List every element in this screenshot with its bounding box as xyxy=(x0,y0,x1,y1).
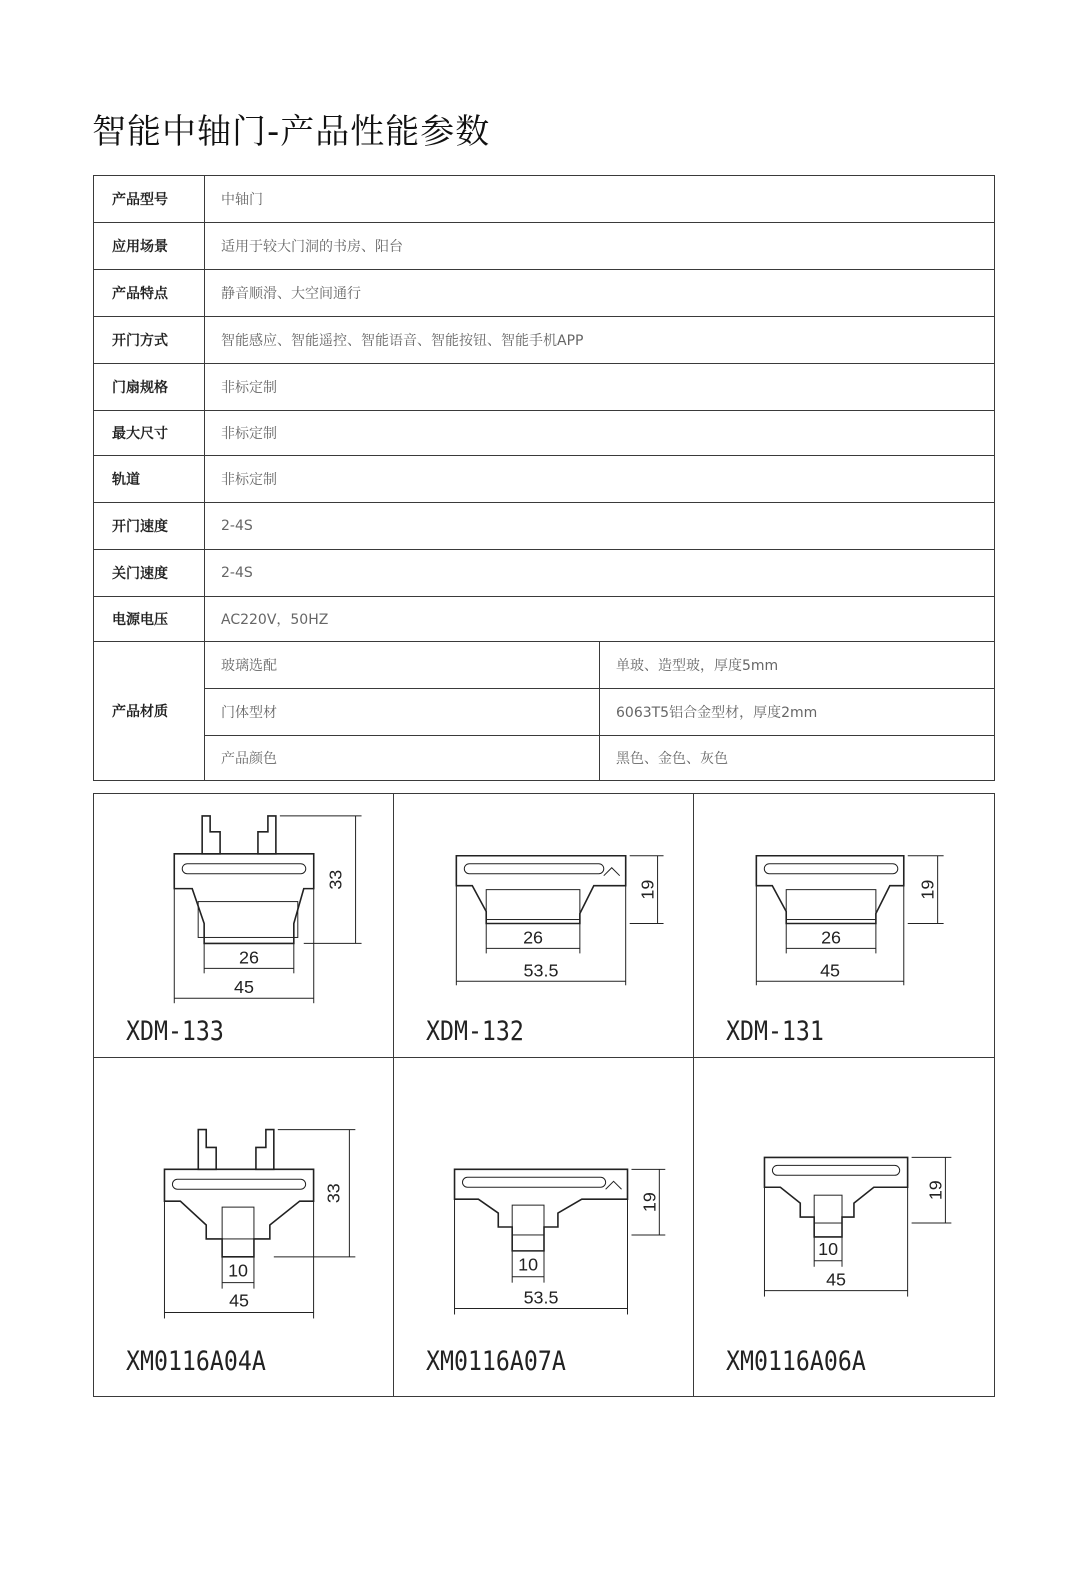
table-row xyxy=(94,456,995,503)
table-row xyxy=(94,736,995,781)
row-value: 适用于较大门洞的书房、阳台 xyxy=(205,223,995,270)
row-value: 静音顺滑、大空间通行 xyxy=(205,270,995,317)
profile-cell xyxy=(694,1058,994,1396)
model-label: XDM-133 xyxy=(126,1016,224,1047)
material-label: 产品材质 xyxy=(94,642,205,781)
table-row xyxy=(94,597,995,642)
row-value: 2-4S xyxy=(205,550,995,597)
material-sublabel: 产品颜色 xyxy=(205,736,600,781)
row-label: 电源电压 xyxy=(94,597,205,642)
dim-width: 45 xyxy=(826,1269,846,1290)
row-label: 轨道 xyxy=(94,456,205,503)
material-value: 黑色、金色、灰色 xyxy=(600,736,995,781)
model-label: XDM-132 xyxy=(426,1016,524,1047)
profile-grid xyxy=(93,793,995,1397)
table-row xyxy=(94,176,995,223)
table-row xyxy=(94,223,995,270)
model-label: XM0116A07A xyxy=(426,1346,566,1377)
profile-cell xyxy=(394,794,694,1058)
dim-inner: 26 xyxy=(821,927,842,948)
row-label: 最大尺寸 xyxy=(94,411,205,456)
row-value: 智能感应、智能遥控、智能语音、智能按钮、智能手机APP xyxy=(205,317,995,364)
profile-cell xyxy=(394,1058,694,1396)
profile-cell xyxy=(94,1058,394,1396)
row-value: 非标定制 xyxy=(205,411,995,456)
dim-inner: 10 xyxy=(818,1238,839,1259)
row-value: 非标定制 xyxy=(205,364,995,411)
table-row xyxy=(94,642,995,689)
material-value: 单玻、造型玻，厚度5mm xyxy=(600,642,995,689)
material-value: 6063T5铝合金型材，厚度2mm xyxy=(600,689,995,736)
material-sublabel: 玻璃选配 xyxy=(205,642,600,689)
dim-width: 53.5 xyxy=(523,960,559,981)
row-label: 产品型号 xyxy=(94,176,205,223)
row-label: 门扇规格 xyxy=(94,364,205,411)
row-value: AC220V，50HZ xyxy=(205,597,995,642)
row-label: 开门方式 xyxy=(94,317,205,364)
material-sublabel: 门体型材 xyxy=(205,689,600,736)
dim-width: 53.5 xyxy=(523,1287,559,1308)
dim-height: 19 xyxy=(917,879,938,900)
row-value: 2-4S xyxy=(205,503,995,550)
dim-height: 19 xyxy=(925,1180,946,1201)
dim-width: 45 xyxy=(820,960,841,981)
row-label: 产品特点 xyxy=(94,270,205,317)
row-label: 应用场景 xyxy=(94,223,205,270)
table-row xyxy=(94,503,995,550)
dim-height: 19 xyxy=(639,1192,660,1213)
table-row xyxy=(94,411,995,456)
dim-inner: 10 xyxy=(518,1254,539,1275)
model-label: XM0116A06A xyxy=(726,1346,866,1377)
page-title: 智能中轴门-产品性能参数 xyxy=(92,112,491,152)
model-label: XM0116A04A xyxy=(126,1346,266,1377)
dim-width: 45 xyxy=(229,1290,249,1311)
table-row xyxy=(94,270,995,317)
spec-table xyxy=(93,175,995,781)
profile-cell xyxy=(94,794,394,1058)
dim-height: 33 xyxy=(323,1183,344,1204)
dim-inner: 26 xyxy=(239,947,259,968)
dim-inner: 10 xyxy=(228,1260,248,1281)
dim-height: 19 xyxy=(637,879,658,900)
row-label: 关门速度 xyxy=(94,550,205,597)
row-value: 中轴门 xyxy=(205,176,995,223)
profile-cell xyxy=(694,794,994,1058)
dim-height: 33 xyxy=(325,869,346,890)
table-row xyxy=(94,689,995,736)
dim-width: 45 xyxy=(234,977,254,998)
row-value: 非标定制 xyxy=(205,456,995,503)
row-label: 开门速度 xyxy=(94,503,205,550)
table-row xyxy=(94,364,995,411)
table-row xyxy=(94,550,995,597)
dim-inner: 26 xyxy=(523,927,544,948)
model-label: XDM-131 xyxy=(726,1016,824,1047)
table-row xyxy=(94,317,995,364)
